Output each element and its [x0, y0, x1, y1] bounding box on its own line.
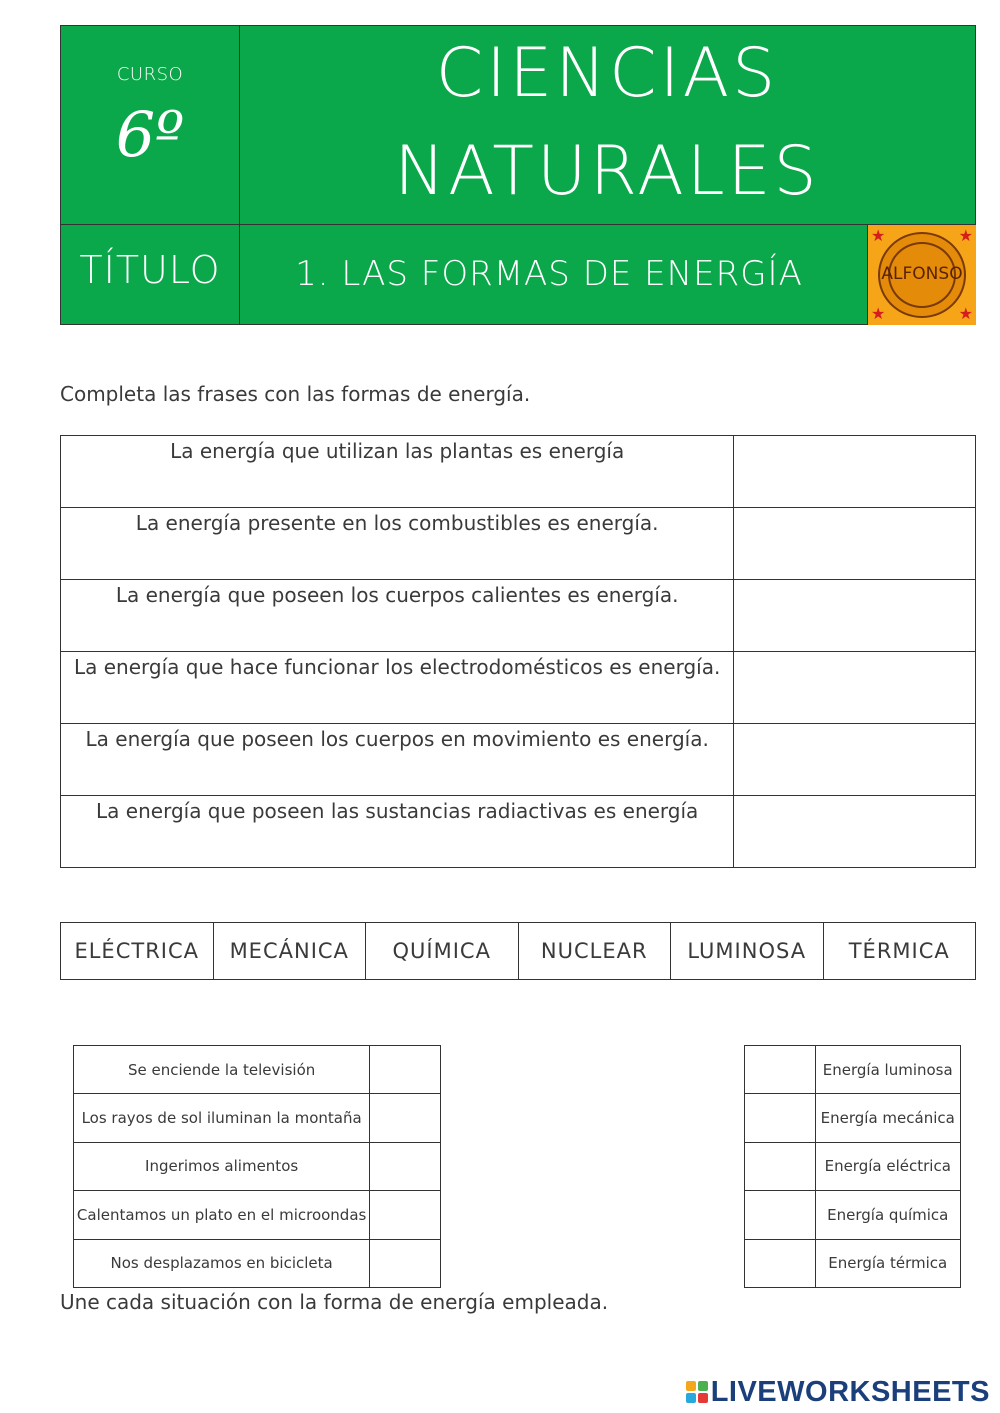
- table-row: [74, 1046, 441, 1094]
- course-value: 6º: [115, 98, 185, 171]
- table-row: [61, 652, 976, 724]
- sentence-text: La energía que poseen las sustancias radiactivas es energía: [61, 796, 734, 868]
- energy-option[interactable]: MECÁNICA: [213, 923, 366, 980]
- star-icon: ★: [958, 226, 973, 245]
- match-point-right[interactable]: [745, 1046, 816, 1094]
- answer-blank[interactable]: [734, 436, 976, 508]
- energy-option[interactable]: TÉRMICA: [823, 923, 976, 980]
- sentences-table: [60, 435, 976, 868]
- energy-option[interactable]: QUÍMICA: [366, 923, 519, 980]
- exercise1-instruction: Completa las frases con las formas de energía.: [60, 382, 531, 406]
- worksheet-header: [60, 25, 976, 325]
- match-point-right[interactable]: [745, 1191, 816, 1239]
- table-row: [745, 1142, 961, 1190]
- liveworksheets-icon: [686, 1381, 708, 1403]
- energy-text: Energía mecánica: [815, 1094, 961, 1142]
- table-row: [61, 508, 976, 580]
- match-point-right[interactable]: [745, 1094, 816, 1142]
- liveworksheets-logo[interactable]: [686, 1376, 990, 1408]
- header-divider-horizontal: [61, 224, 975, 225]
- situations-table: [73, 1045, 441, 1288]
- exercise2-instruction: Une cada situación con la forma de energía empleada.: [60, 1290, 609, 1314]
- table-row: [74, 1191, 441, 1239]
- logo-text: ALFONSO: [881, 264, 963, 284]
- star-icon: ★: [871, 304, 886, 323]
- brand-name: LIVEWORKSHEETS: [710, 1375, 990, 1408]
- answer-blank[interactable]: [734, 508, 976, 580]
- match-point-right[interactable]: [745, 1239, 816, 1287]
- match-point-left[interactable]: [370, 1191, 441, 1239]
- answer-blank[interactable]: [734, 580, 976, 652]
- star-icon: ★: [958, 304, 973, 323]
- table-row: [745, 1191, 961, 1239]
- sentence-text: La energía que poseen los cuerpos calientes es energía.: [61, 580, 734, 652]
- table-row: [74, 1142, 441, 1190]
- table-row: [745, 1046, 961, 1094]
- table-row: [745, 1094, 961, 1142]
- energy-option[interactable]: NUCLEAR: [518, 923, 671, 980]
- answer-blank[interactable]: [734, 724, 976, 796]
- energy-text: Energía química: [815, 1191, 961, 1239]
- answer-blank[interactable]: [734, 652, 976, 724]
- table-row: [61, 796, 976, 868]
- situation-text: Calentamos un plato en el microondas: [74, 1191, 370, 1239]
- table-row: [61, 724, 976, 796]
- match-point-left[interactable]: [370, 1094, 441, 1142]
- school-logo: [867, 225, 976, 325]
- subject-title-line2: NATURALES: [394, 132, 820, 211]
- table-row: [74, 1094, 441, 1142]
- table-row: [61, 923, 976, 980]
- energy-option[interactable]: ELÉCTRICA: [61, 923, 214, 980]
- energy-text: Energía térmica: [815, 1239, 961, 1287]
- sentence-text: La energía que hace funcionar los electrodomésticos es energía.: [61, 652, 734, 724]
- logo-seal: [878, 232, 966, 318]
- energies-table: [744, 1045, 961, 1288]
- subject-title-line1: CIENCIAS: [435, 34, 779, 113]
- table-row: [74, 1239, 441, 1287]
- sentence-text: La energía presente en los combustibles es energía.: [61, 508, 734, 580]
- table-row: [61, 436, 976, 508]
- match-point-right[interactable]: [745, 1142, 816, 1190]
- energy-option[interactable]: LUMINOSA: [671, 923, 824, 980]
- energy-text: Energía eléctrica: [815, 1142, 961, 1190]
- energy-options-table: [60, 922, 976, 980]
- sentence-text: La energía que utilizan las plantas es energía: [61, 436, 734, 508]
- course-label: CURSO: [116, 64, 184, 85]
- situation-text: Se enciende la televisión: [74, 1046, 370, 1094]
- match-point-left[interactable]: [370, 1239, 441, 1287]
- situation-text: Los rayos de sol iluminan la montaña: [74, 1094, 370, 1142]
- title-label: TÍTULO: [79, 248, 221, 292]
- energy-text: Energía luminosa: [815, 1046, 961, 1094]
- table-row: [745, 1239, 961, 1287]
- star-icon: ★: [871, 226, 886, 245]
- situation-text: Ingerimos alimentos: [74, 1142, 370, 1190]
- sentence-text: La energía que poseen los cuerpos en movimiento es energía.: [61, 724, 734, 796]
- match-point-left[interactable]: [370, 1142, 441, 1190]
- table-row: [61, 580, 976, 652]
- match-point-left[interactable]: [370, 1046, 441, 1094]
- answer-blank[interactable]: [734, 796, 976, 868]
- unit-title: 1. LAS FORMAS DE ENERGÍA: [295, 254, 803, 294]
- situation-text: Nos desplazamos en bicicleta: [74, 1239, 370, 1287]
